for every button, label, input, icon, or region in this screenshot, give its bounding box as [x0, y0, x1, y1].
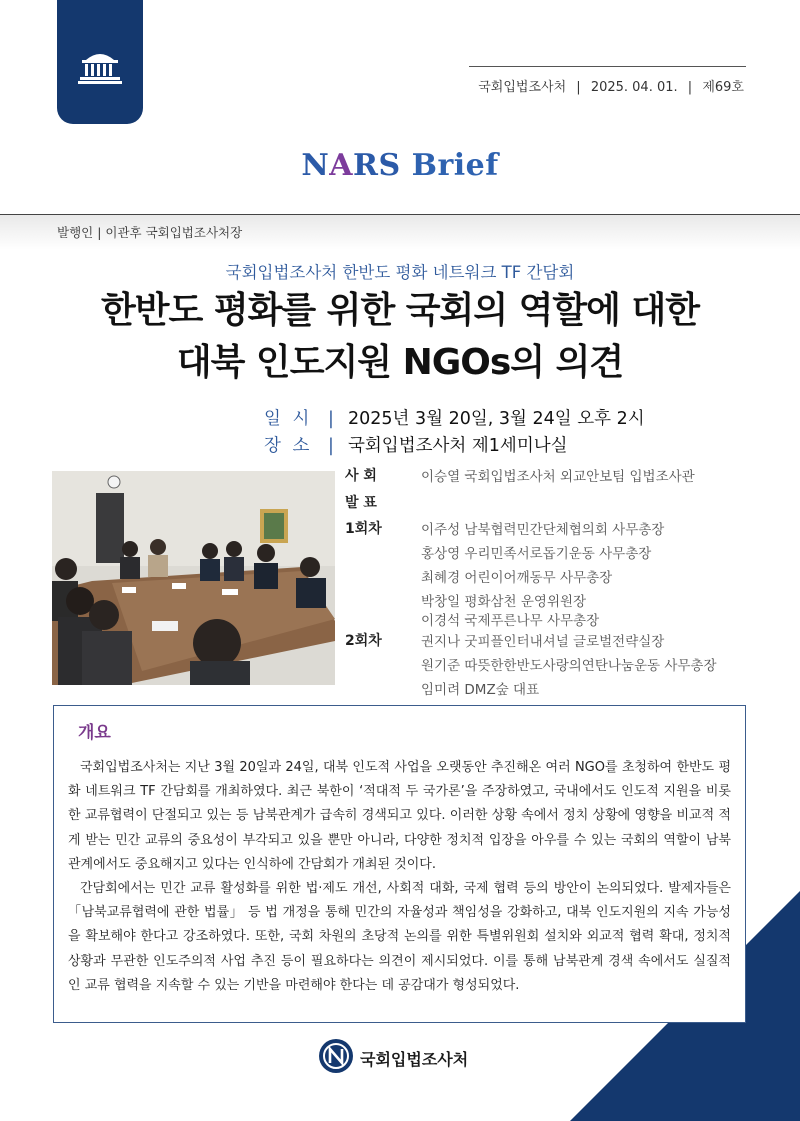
- footer-org-name: 국회입법조사처: [360, 1050, 469, 1069]
- summary-paragraph-1: 국회입법조사처는 지난 3월 20일과 24일, 대북 인도적 사업을 오랫동안 추진해온 여러 NGO를 초청하여 한반도 평화 네트워크 TF 간담회를 개최하였다. 최근 북한이 ‘적대적 두 국가론’을 주장하였고, 국내에서도 인도적 지원을 비롯한 교류협력이 단절되고 있는 등 남북관계가 급속히 경색되고 있다. 이러한 상황 속에서 정치 상황에 영향을 비교적 적게 받는 민간 교류의 중요성이 부각되고 있을 뿐만 아니라, 다양한 정치적 입장을 아우를 수 있는 국회의 역할이 남북관계에서도 중요해지고 있다는 인식하에 간담회가 개최된 것이다.: [68, 760, 731, 872]
- header-date: 2025. 04. 01.: [590, 80, 678, 95]
- round1-person: 박창일 평화삼천 운영위원장: [421, 594, 587, 610]
- round1-label: 1회차: [345, 521, 382, 537]
- summary-paragraph-2: 간담회에서는 민간 교류 활성화를 위한 법·제도 개선, 사회적 대화, 국제 협력 등의 방안이 논의되었다. 발제자들은 「남북교류협력에 관한 법률」 등 법 개정을 통해 민간의 자율성과 책임성을 강화하고, 대북 인도지원의 지속 가능성을 확보해야 한다고 강조하였다. 또한, 국회 차원의 초당적 논의를 위한 특별위원회 설치와 외교적 협력 확대, 정치적 상황과 무관한 인도주의적 사업 추진 등이 필요하다는 의견이 제시되었다. 이를 통해 남북관계 경색 속에서도 실질적인 교류 협력을 지속할 수 있는 기반을 마련해야 한다는 데 공감대가 형성되었다.: [68, 881, 731, 993]
- event-date-row: [264, 405, 645, 430]
- round2-person: 임미려 DMZ숲 대표: [421, 682, 540, 698]
- title-line-1: 한반도 평화를 위한 국회의 역할에 대한: [100, 290, 700, 331]
- round2-person: 권지나 굿피플인터내셔널 글로벌전략실장: [421, 634, 665, 650]
- brand-brief: Brief: [400, 148, 499, 183]
- page-title: [0, 285, 800, 389]
- event-date-value: 2025년 3월 20일, 3월 24일 오후 2시: [348, 409, 645, 429]
- event-place-bar: |: [328, 436, 334, 456]
- round2-label: 2회차: [345, 633, 382, 649]
- event-subtitle: 국회입법조사처 한반도 평화 네트워크 TF 간담회: [225, 263, 575, 282]
- brand-a: A: [329, 148, 354, 183]
- summary-box: [53, 705, 746, 1023]
- summary-text: [68, 756, 731, 998]
- presenter-label: 발 표: [345, 495, 377, 511]
- event-place-value: 국회입법조사처 제1세미나실: [348, 436, 568, 456]
- moderator-label: 사 회: [345, 468, 377, 484]
- event-date-bar: |: [328, 409, 334, 429]
- round1-person: 이경석 국제푸른나무 사무총장: [421, 613, 600, 629]
- summary-heading: 개요: [78, 723, 111, 743]
- round1-person: 이주성 남북협력민간단체협의회 사무총장: [421, 522, 665, 538]
- header-rule: [469, 66, 746, 67]
- round1-person: 최혜경 어린이어깨동무 사무총장: [421, 570, 613, 586]
- header-issue: 제69호: [702, 80, 744, 95]
- brand-n: N: [301, 148, 330, 183]
- meeting-photo: [52, 471, 335, 685]
- event-place-row: [264, 432, 568, 457]
- header-org: 국회입법조사처: [478, 80, 567, 95]
- header-separator-1: |: [576, 80, 581, 95]
- nars-emblem-icon: [318, 1038, 354, 1078]
- round2-person: 원기준 따뜻한한반도사랑의연탄나눔운동 사무총장: [421, 658, 717, 674]
- header-separator-2: |: [687, 80, 693, 95]
- round1-person: 홍상영 우리민족서로돕기운동 사무총장: [421, 546, 652, 562]
- header-meta: [478, 76, 744, 95]
- nars-brief-logo: [0, 148, 800, 183]
- publisher-line: 발행인 | 이관후 국회입법조사처장: [57, 225, 243, 240]
- event-date-label: 일 시: [264, 409, 313, 429]
- moderator-name: 이승열 국회입법조사처 외교안보팀 입법조사관: [421, 469, 695, 485]
- brand-rs: RS: [353, 148, 401, 183]
- event-place-label: 장 소: [264, 436, 313, 456]
- assembly-logo-tab: [57, 0, 143, 124]
- national-assembly-icon: [77, 48, 123, 86]
- title-line-2: 대북 인도지원 NGOs의 의견: [176, 342, 624, 383]
